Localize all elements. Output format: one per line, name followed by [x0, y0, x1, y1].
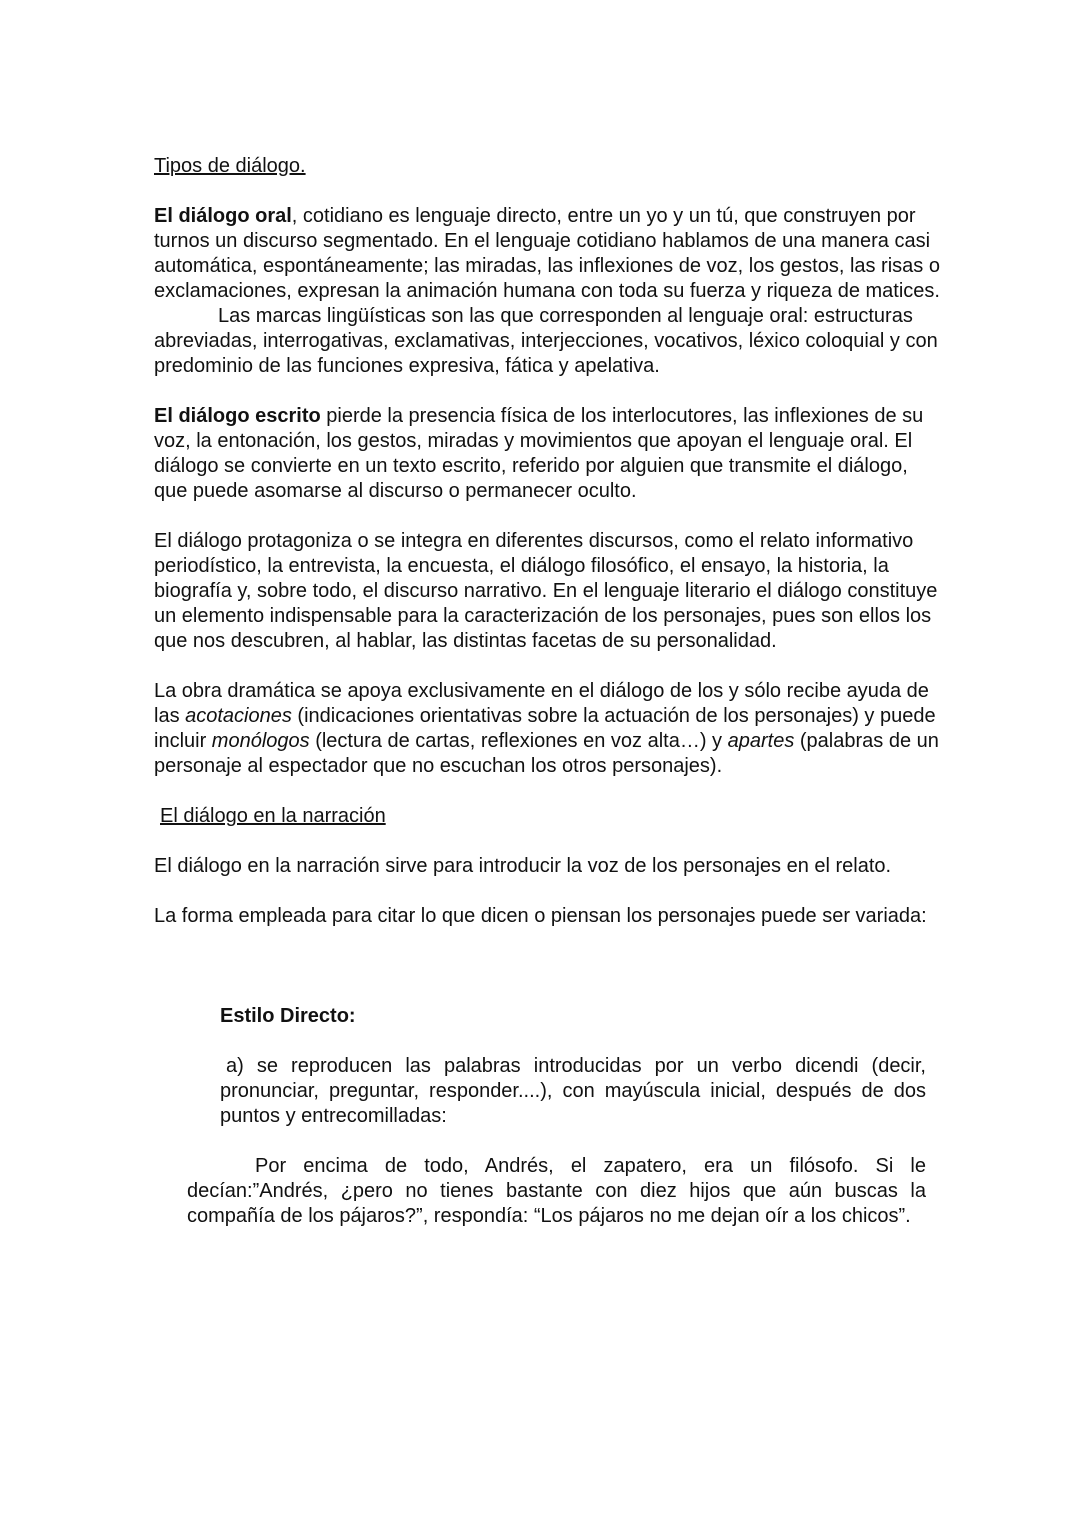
- monologos-term: monólogos: [211, 730, 310, 752]
- document-page: [154, 154, 944, 1229]
- written-dialogue-text: pierde la presencia física de los interlocutores, las inflexiones de su voz, la entonación, los gestos, miradas y movimientos que apoyan el lenguaje oral. El diálogo se convierte en un texto escrito, referido por alguien que transmite el diálogo, que puede asomarse al discurso o permanecer oculto.: [154, 405, 924, 502]
- spacer: [154, 1129, 944, 1154]
- integration-paragraph: El diálogo protagoniza o se integra en diferentes discursos, como el relato informativo periodístico, la entrevista, la encuesta, el diálogo filosófico, el ensayo, la historia, la biografía y, sobre todo, el discurso narrativo. En el lenguaje literario el diálogo constituye un elemento indispensable para la caracterización de los personajes, pues son ellos los que nos descubren, al hablar, las distintas facetas de su personalidad.: [154, 530, 938, 652]
- dramatic-text-2: (indicaciones orientativas sobre la actuación de los personajes) y puede incluir: [154, 705, 936, 752]
- dramatic-work-paragraph: [154, 679, 944, 779]
- dramatic-text-4: (palabras de un personaje al espectador que no escuchan los otros personajes).: [154, 730, 939, 777]
- form-paragraph: La forma empleada para citar lo que dicen o piensan los personajes puede ser variada:: [154, 905, 927, 927]
- spacer: [154, 779, 944, 804]
- spacer: [154, 954, 944, 979]
- narration-paragraph: El diálogo en la narración sirve para introducir la voz de los personajes en el relato.: [154, 855, 892, 877]
- spacer: [154, 979, 944, 1004]
- document-title: Tipos de diálogo.: [154, 155, 306, 177]
- spacer: [154, 929, 944, 954]
- acotaciones-term: acotaciones: [185, 705, 292, 727]
- oral-dialogue-lead: El diálogo oral: [154, 205, 292, 227]
- written-dialogue-lead: El diálogo escrito: [154, 405, 321, 427]
- direct-style-title: Estilo Directo:: [220, 1005, 356, 1027]
- spacer: [154, 1029, 944, 1054]
- spacer: [154, 879, 944, 904]
- example-quote: Por encima de todo, Andrés, el zapatero, era un filósofo. Si le decían:”Andrés, ¿pero no tienes bastante con diez hijos que aún buscas la compañía de los pájaros?”, respondía: “Los pájaros no me dejan oír a los chicos”.: [187, 1155, 926, 1227]
- written-dialogue-paragraph: [154, 404, 944, 504]
- narration-section-title: El diálogo en la narración: [160, 805, 386, 827]
- spacer: [154, 379, 944, 404]
- apartes-term: apartes: [727, 730, 795, 752]
- spacer: [154, 504, 944, 529]
- spacer: [154, 654, 944, 679]
- oral-dialogue-paragraph: [154, 204, 944, 304]
- direct-style-item-a: a) se reproducen las palabras introducidas por un verbo dicendi (decir, pronunciar, preguntar, responder....), con mayúscula inicial, después de dos puntos y entrecomilladas:: [220, 1055, 926, 1127]
- dramatic-text-3: (lectura de cartas, reflexiones en voz alta…) y: [309, 730, 728, 752]
- dramatic-text-1: La obra dramática se apoya exclusivamente en el diálogo de los y sólo recibe ayuda de las: [154, 680, 929, 727]
- spacer: [154, 179, 944, 204]
- spacer: [154, 829, 944, 854]
- oral-dialogue-text: , cotidiano es lenguaje directo, entre un yo y un tú, que construyen por turnos un discurso segmentado. En el lenguaje cotidiano hablamos de una manera casi automática, espontáneamente; las miradas, las inflexiones de voz, los gestos, las risas o exclamaciones, expresan la animación humana con toda su fuerza y riqueza de matices.: [154, 205, 940, 302]
- linguistic-marks-paragraph: Las marcas lingüísticas son las que corresponden al lenguaje oral: estructuras abreviadas, interrogativas, exclamativas, interjecciones, vocativos, léxico coloquial y con predominio de las funciones expresiva, fática y apelativa.: [154, 305, 938, 377]
